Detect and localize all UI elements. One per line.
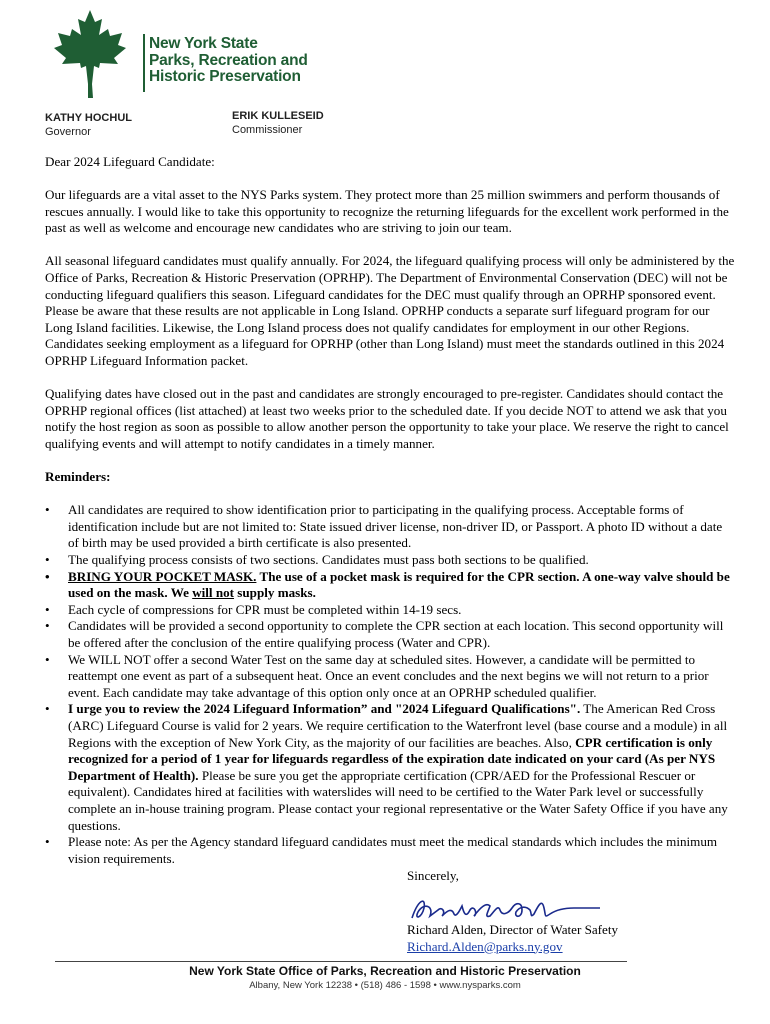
arc-text: The American Red Cross (ARC) Lifeguard Course is valid for 2 years. We require certification to the Waterfront level (base course and a module) in all Regions with the exception of New York City, as the majority of our facilities are beaches. Also,: [68, 701, 728, 750]
reminders-list: [45, 502, 735, 867]
commissioner-title: Commissioner: [232, 124, 303, 136]
agency-name: [149, 36, 308, 86]
agency-line-3: Historic Preservation: [149, 68, 301, 85]
valediction: Sincerely,: [407, 868, 459, 883]
agency-line-2: Parks, Recreation and: [149, 51, 308, 69]
list-item: • All candidates are required to show identification prior to participating in the qualifying process. Acceptable forms of identification include but are not limited to: State issued driver license, non-driver ID, or Passport. A photo ID without a date of birth may be used provided a birth certificate is also presented.: [45, 502, 735, 552]
agency-line-1: New York State: [149, 35, 258, 52]
signer-name: Richard Alden, Director of Water Safety: [407, 922, 619, 937]
pocket-mask-emphasis: BRING YOUR POCKET MASK.: [68, 568, 257, 584]
logo-divider: [143, 34, 145, 92]
reminders-heading: Reminders:: [45, 469, 111, 485]
footer-address: Albany, New York 12238 • (518) 486 - 1598 • www.nysparks.com: [249, 980, 521, 991]
paragraph-registration: Qualifying dates have closed out in the past and candidates are strongly encouraged to pre-register. Candidates should contact the OPRHP regional offices (list attached) at least two weeks prior to the scheduled date. If you decide NOT to attend we ask that you notify the host region as soon as possible to allow another person the opportunity to take your place. We reserve the right to cancel qualifying events and will attempt to notify candidates in a timely manner.: [45, 386, 729, 451]
pocket-mask-text: The use of a pocket mask is required for the CPR section. A one-way valve should be used on the mask. We: [68, 568, 730, 601]
paragraph-qualification: All seasonal lifeguard candidates must qualify annually. For 2024, the lifeguard qualifying process will only be administered by the Office of Parks, Recreation & Historic Preservation (OPRHP). The Department of Environmental Conservation (DEC) will not be conducting lifeguard qualifiers this season. Lifeguard candidates for the DEC must qualify through an OPRHP sponsored event. Please be aware that these results are not applicable in Long Island. OPRHP conducts a separate surf lifeguard program for our Long Island facilities. Likewise, the Long Island process does not qualify candidates for employment in our other Regions. Candidates seeking employment as a lifeguard for OPRHP (other than Long Island) must meet the standards outlined in this 2024 OPRHP Lifeguard Information packet.: [45, 253, 735, 368]
footer-org: New York State Office of Parks, Recreation and Historic Preservation: [189, 964, 581, 978]
paragraph-intro: Our lifeguards are a vital asset to the NYS Parks system. They protect more than 25 million swimmers and perform thousands of rescues annually. I would like to take this opportunity to recognize the returning lifeguards for the excellent work performed in the past as well as welcome and encourage new candidates who are striving to join our team.: [45, 186, 729, 236]
will-not-emphasis: will not: [192, 585, 235, 601]
footer-divider: [55, 961, 627, 962]
pocket-mask-text-end: supply masks.: [234, 585, 316, 601]
cpr-certification-emphasis: CPR certification is only recognized for a period of 1 year for lifeguards regardless of the expiration date indicated on your card (As per NYS Department of Health).: [68, 734, 716, 783]
certification-text: Please be sure you get the appropriate certification (CPR/AED for the Professional Rescuer or equivalent). Candidates hired at facilities with waterslides will need to be certified to the Water Park level or successfully complete an in-house training program. Please contact your regional representative or the Water Safety Office if you have any questions.: [68, 767, 728, 833]
list-item: [45, 701, 735, 834]
list-item: [45, 569, 735, 602]
governor-name: KATHY HOCHUL: [45, 112, 132, 124]
letter-body: [45, 154, 735, 867]
signer-email-link[interactable]: Richard.Alden@parks.ny.gov: [407, 938, 563, 954]
list-item: • Candidates will be provided a second opportunity to complete the CPR section at each location. This second opportunity will be offered after the conclusion of the entire qualifying process (Water and CPR).: [45, 618, 735, 651]
footer: [0, 964, 770, 992]
list-item: • The qualifying process consists of two sections. Candidates must pass both sections to be qualified.: [45, 552, 735, 569]
maple-leaf-icon: [42, 8, 138, 100]
commissioner-block: [232, 109, 324, 137]
list-item: • Each cycle of compressions for CPR must be completed within 14-19 secs.: [45, 602, 735, 619]
list-item: • Please note: As per the Agency standard lifeguard candidates must meet the medical standards which includes the minimum vision requirements.: [45, 834, 735, 867]
governor-block: [45, 111, 132, 139]
signer-block: [407, 922, 618, 955]
list-item: • We WILL NOT offer a second Water Test on the same day at scheduled sites. However, a candidate will be permitted to reattempt one event as part of a subsequent heat. Once an event concludes and the next begins we will not return to a prior event. Each candidate may take advantage of this option only once at an OPRHP scheduled qualifier.: [45, 652, 735, 702]
salutation: Dear 2024 Lifeguard Candidate:: [45, 154, 215, 169]
governor-title: Governor: [45, 126, 91, 138]
agency-logo: [42, 8, 312, 100]
commissioner-name: ERIK KULLESEID: [232, 110, 324, 122]
review-docs-emphasis: I urge you to review the 2024 Lifeguard Information” and "2024 Lifeguard Qualifications".: [68, 701, 581, 717]
